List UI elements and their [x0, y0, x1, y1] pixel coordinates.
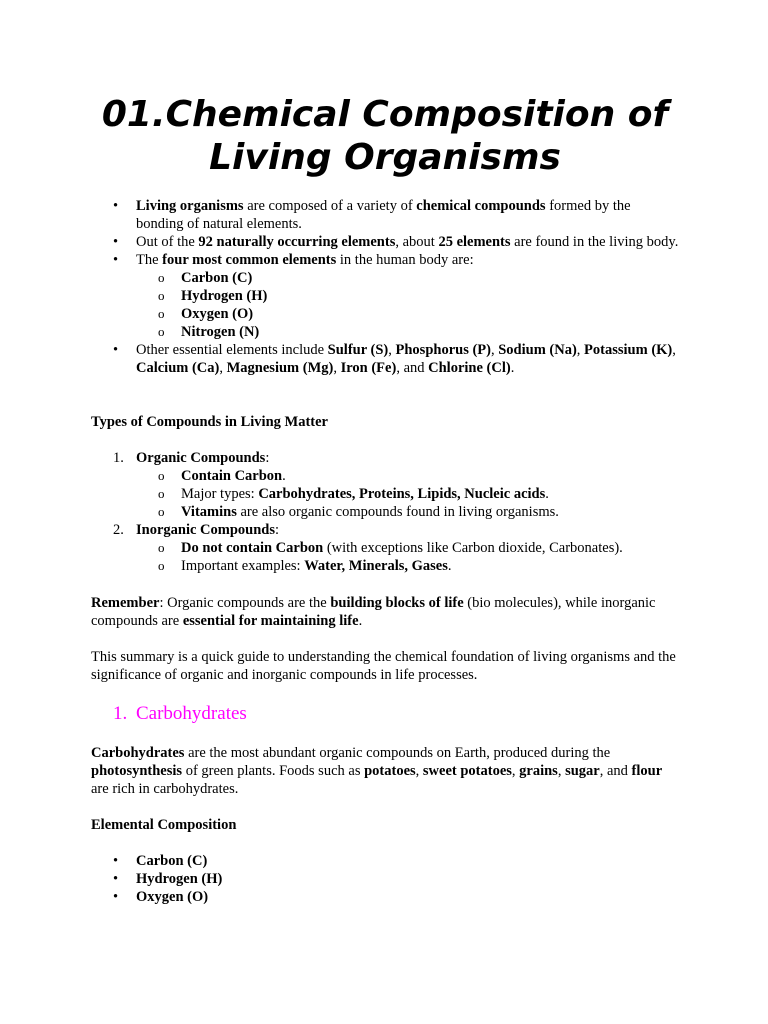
sub-list-item	[91, 503, 681, 521]
sub-list-item	[91, 557, 681, 575]
text-run: ,	[219, 360, 227, 376]
text-run: ,	[415, 763, 423, 779]
text-run: are composed of a variety of	[243, 198, 417, 214]
item-number: 1.	[113, 450, 124, 466]
list-item	[91, 852, 681, 870]
list-item	[91, 341, 681, 377]
bold-text: Carbohydrates, Proteins, Lipids, Nucleic acids	[258, 486, 546, 502]
elemental-heading: Elemental Composition	[91, 817, 237, 833]
elemental-list	[91, 852, 681, 906]
text-run: .	[510, 360, 515, 376]
page-title: 01.Chemical Composition of Living Organisms	[101, 94, 669, 178]
bold-text: Remember	[91, 595, 160, 611]
text-run: .	[447, 558, 452, 574]
text-run: .	[358, 613, 363, 629]
list-item	[91, 233, 681, 251]
element-name: Carbon (C)	[181, 270, 253, 286]
element-name: Oxygen (O)	[181, 306, 254, 322]
section-heading-carbohydrates	[91, 702, 726, 726]
numbered-item	[91, 449, 681, 467]
text-run: are rich in carbohydrates.	[91, 781, 239, 797]
text-run: : Organic compounds are the	[159, 595, 331, 611]
bold-text: Calcium (Ca)	[136, 360, 220, 376]
sub-list-item	[91, 269, 681, 287]
bold-text: grains	[519, 763, 558, 779]
bold-text: Phosphorus (P)	[395, 342, 491, 358]
sub-list-item	[91, 323, 681, 341]
bold-text: building blocks of life	[330, 595, 464, 611]
item-number: 2.	[113, 522, 124, 538]
sub-list-item	[91, 287, 681, 305]
bold-text: Magnesium (Mg)	[226, 360, 334, 376]
label-suffix: :	[275, 522, 280, 538]
intro-list	[91, 197, 681, 377]
sub-list-item	[91, 539, 681, 557]
text-run: are the most abundant organic compounds on Earth, produced during the	[184, 745, 611, 761]
text-run: Major types:	[181, 486, 259, 502]
text-run: formed by the bonding of natural elements.	[136, 198, 631, 232]
bold-text: Vitamins	[181, 504, 237, 520]
types-list	[91, 449, 681, 575]
text-run: , and	[599, 763, 632, 779]
bold-text: Chlorine (Cl)	[428, 360, 511, 376]
text-run: , and	[396, 360, 429, 376]
text-run: (with exceptions like Carbon dioxide, Carbonates).	[323, 540, 623, 556]
element-name: Hydrogen (H)	[181, 288, 268, 304]
summary-paragraph: This summary is a quick guide to understanding the chemical foundation of living organisms and the significance of organic and inorganic compounds in life processes.	[91, 649, 676, 683]
list-item	[91, 870, 681, 888]
element-name: Oxygen (O)	[136, 889, 209, 905]
document-page	[91, 0, 691, 905]
element-name: Carbon (C)	[136, 853, 208, 869]
list-item	[91, 197, 681, 233]
label-suffix: :	[265, 450, 270, 466]
bold-text: 25 elements	[438, 234, 511, 250]
text-run: are also organic compounds found in living organisms.	[236, 504, 559, 520]
bold-text: chemical compounds	[416, 198, 546, 214]
bold-text: flour	[631, 763, 663, 779]
text-run: The	[136, 252, 163, 268]
text-run: (bio molecules), while inorganic compounds are	[91, 595, 656, 629]
text-run: ,	[511, 763, 520, 779]
text-run: of green plants. Foods such as	[182, 763, 365, 779]
text-run: .	[545, 486, 549, 502]
compound-type-label: Organic Compounds	[136, 450, 266, 466]
list-item	[91, 251, 681, 269]
bold-text: Water, Minerals, Gases	[304, 558, 448, 574]
text-run: Out of the	[136, 234, 199, 250]
text-run: Other essential elements include	[136, 342, 328, 358]
text-run: in the human body are:	[336, 252, 474, 268]
sub-list-item	[91, 467, 681, 485]
element-name: Hydrogen (H)	[136, 871, 223, 887]
text-run: , about	[395, 234, 439, 250]
bold-text: 92 naturally occurring elements	[198, 234, 396, 250]
bold-text: sugar	[565, 763, 600, 779]
types-heading: Types of Compounds in Living Matter	[91, 414, 328, 430]
bold-text: Potassium (K)	[584, 342, 673, 358]
bold-text: four most common elements	[162, 252, 337, 268]
bold-text: sweet potatoes	[422, 763, 512, 779]
text-run: ,	[576, 342, 585, 358]
text-run: ,	[333, 360, 341, 376]
remember-paragraph	[91, 594, 681, 630]
text-run: .	[282, 468, 286, 484]
bold-text: Contain Carbon	[181, 468, 283, 484]
text-run: ,	[557, 763, 566, 779]
bold-text: Carbohydrates	[91, 745, 185, 761]
bold-text: essential for maintaining life	[182, 613, 359, 629]
sub-list-item	[91, 485, 681, 503]
numbered-item	[91, 521, 681, 539]
compound-type-label: Inorganic Compounds	[136, 522, 275, 538]
bold-text: Sodium (Na)	[498, 342, 577, 358]
text-run: Important examples:	[181, 558, 305, 574]
bold-text: potatoes	[364, 763, 416, 779]
section-number: 1.	[113, 703, 128, 724]
sub-list-item	[91, 305, 681, 323]
bold-text: Sulfur (S)	[327, 342, 389, 358]
text-run: ,	[672, 342, 676, 358]
bold-text: Living organisms	[136, 198, 244, 214]
bold-text: Do not contain Carbon	[181, 540, 324, 556]
list-item	[91, 888, 681, 906]
section-title: Carbohydrates	[136, 703, 247, 724]
text-run: ,	[490, 342, 499, 358]
text-run: are found in the living body.	[510, 234, 679, 250]
element-name: Nitrogen (N)	[181, 324, 260, 340]
carbohydrates-paragraph	[91, 744, 681, 798]
bold-text: Iron (Fe)	[340, 360, 397, 376]
bold-text: photosynthesis	[91, 763, 183, 779]
text-run: ,	[388, 342, 396, 358]
